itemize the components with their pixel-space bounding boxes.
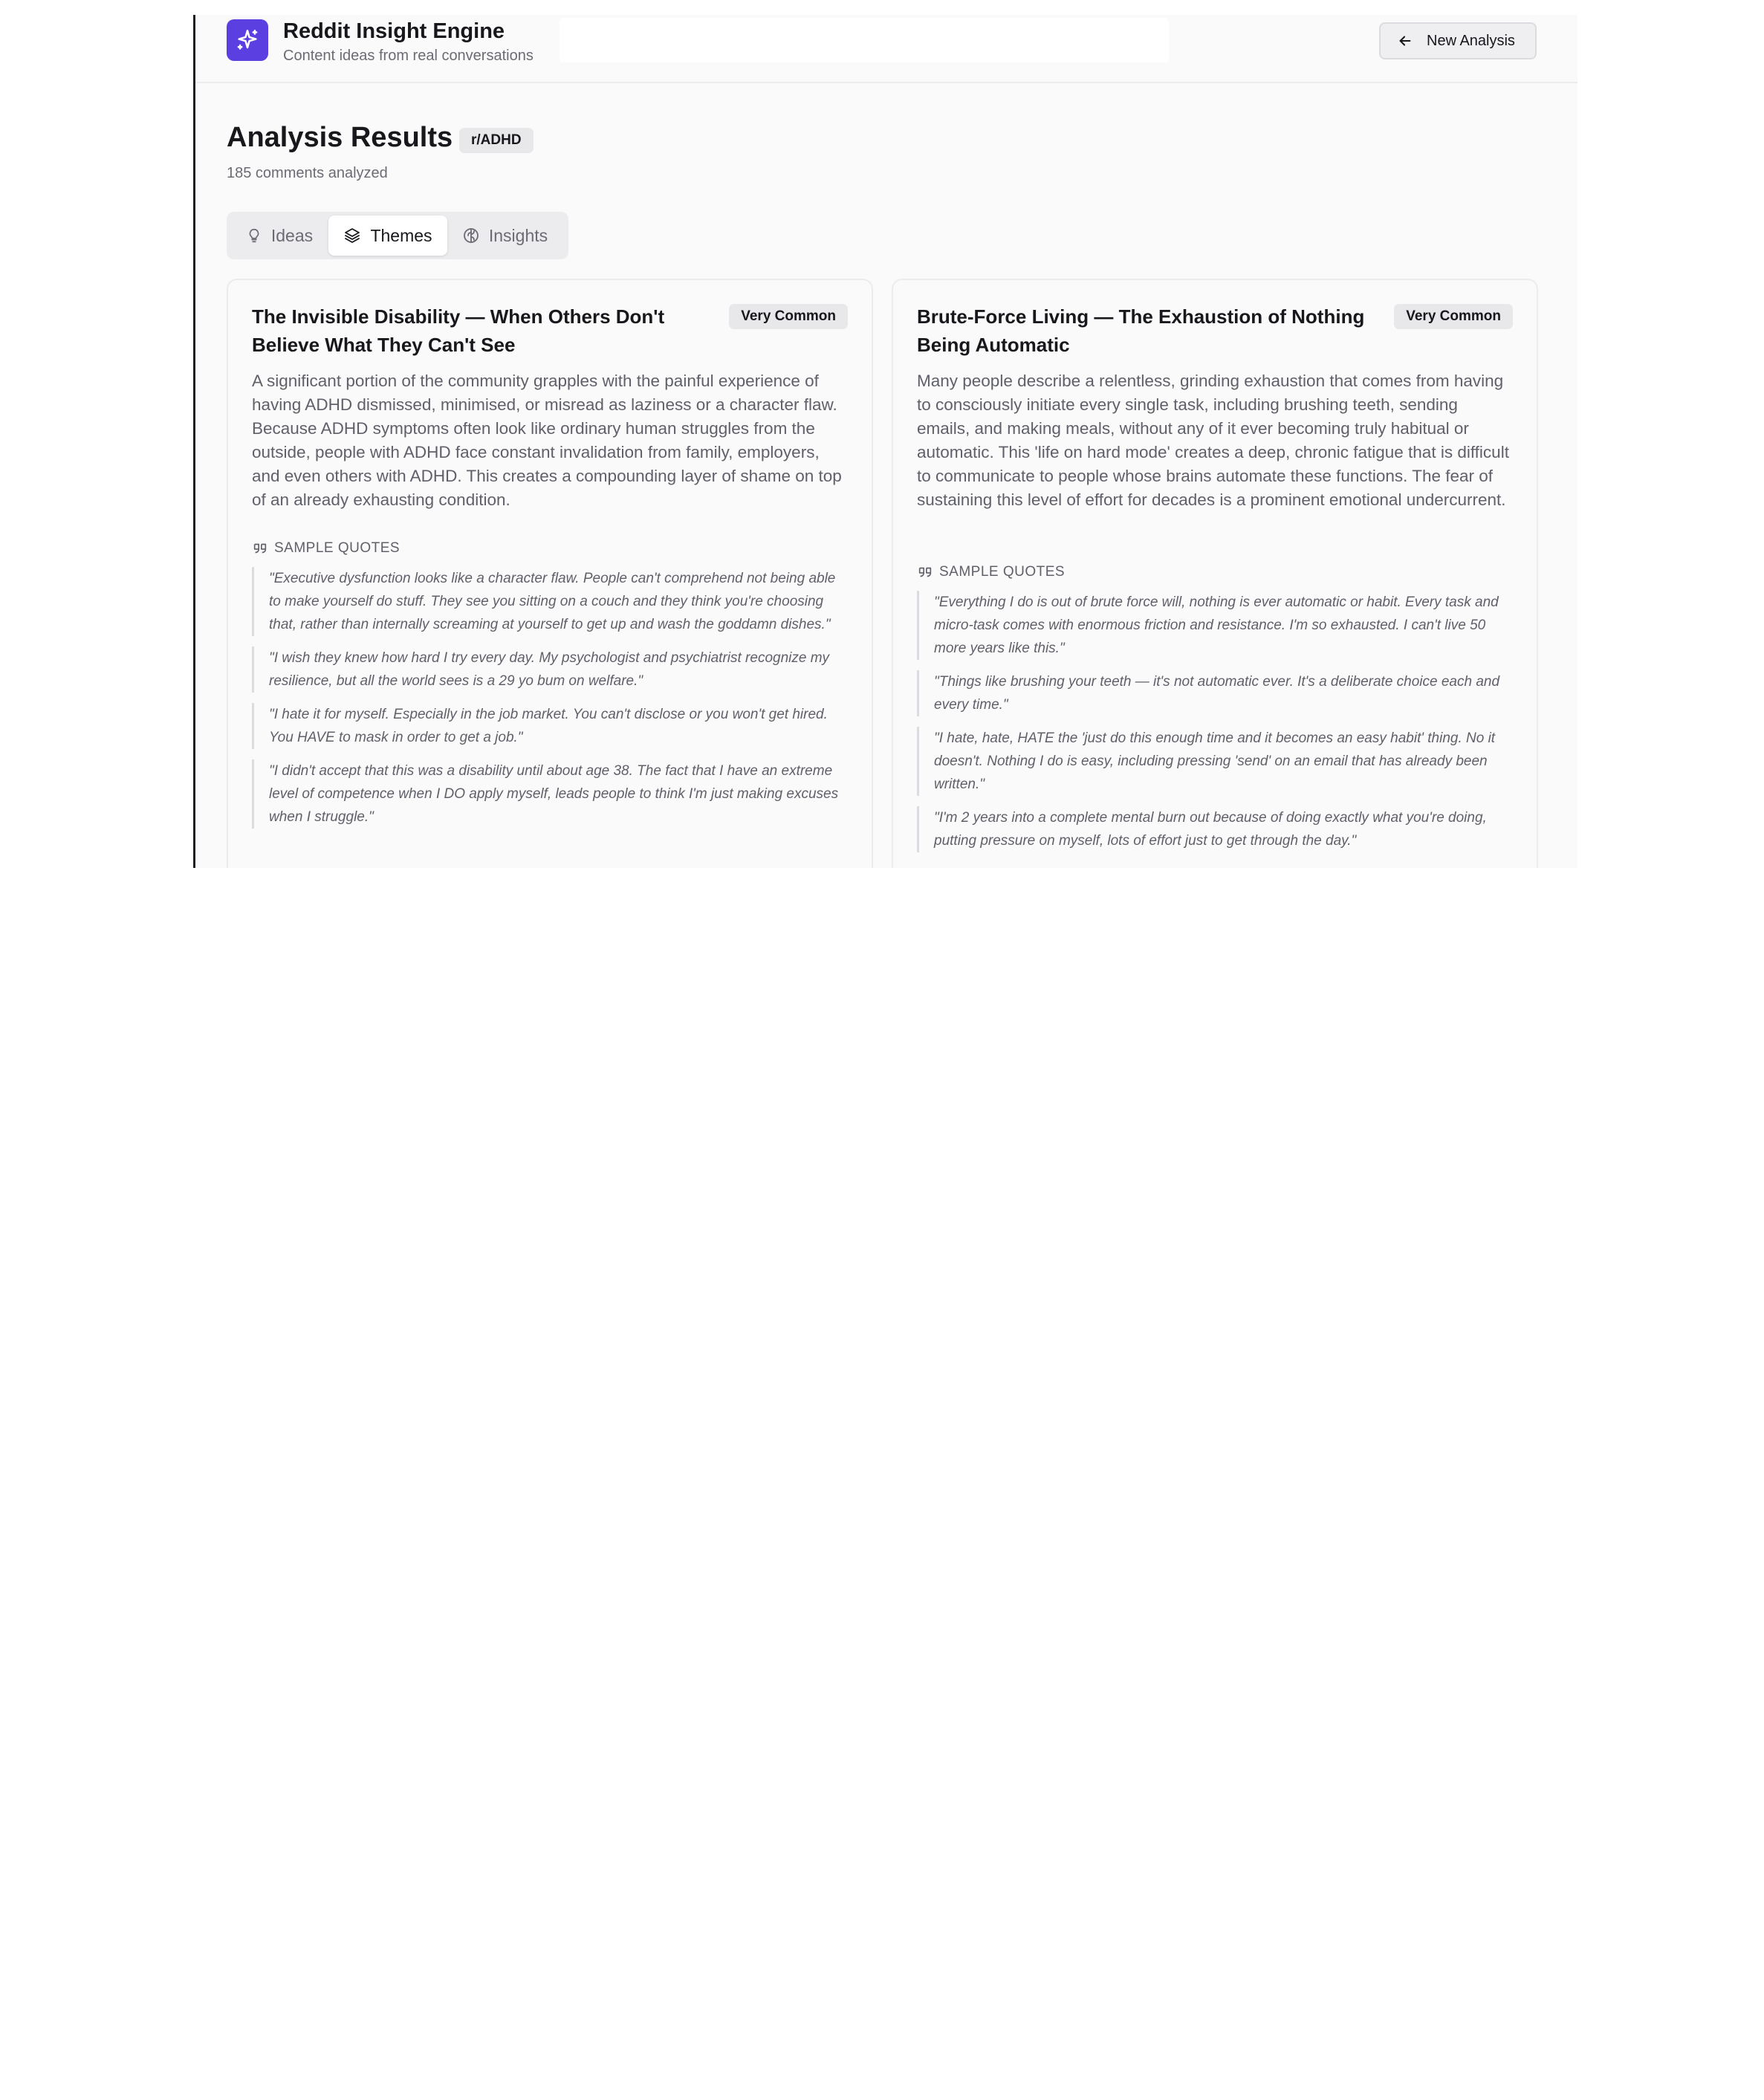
tab-ideas-label: Ideas bbox=[270, 225, 314, 245]
comments-count: 185 comments analyzed bbox=[227, 165, 388, 181]
sample-quotes-heading bbox=[917, 564, 1515, 580]
brain-icon bbox=[462, 227, 480, 244]
page-title: Analysis Results bbox=[227, 122, 453, 153]
quote-item: "I hate, hate, HATE the 'just do this enough time and it becomes an easy habit' thing. No it doesn't. Nothing I do is easy, including pressing 'send' on an email that has already been written." bbox=[917, 727, 1515, 796]
quote-item: "I wish they knew how hard I try every day. My psychologist and psychiatrist recognize my resilience, but all the world sees is a 29 yo bum on welfare." bbox=[252, 646, 850, 693]
tab-themes[interactable] bbox=[328, 215, 447, 256]
sample-quotes-label: SAMPLE QUOTES bbox=[939, 564, 1066, 580]
theme-title: Brute-Force Living — The Exhaustion of Nothing Being Automatic bbox=[917, 305, 1365, 356]
sample-quotes-label: SAMPLE QUOTES bbox=[274, 540, 401, 556]
app-title: Reddit Insight Engine bbox=[283, 19, 505, 43]
new-analysis-label: New Analysis bbox=[1427, 32, 1515, 49]
quote-item: "I hate it for myself. Especially in the job market. You can't disclose or you won't get hired. You HAVE to mask in order to get a job." bbox=[252, 703, 850, 749]
theme-card bbox=[892, 279, 1538, 868]
new-analysis-button[interactable] bbox=[1379, 22, 1537, 59]
quote-item: "Executive dysfunction looks like a character flaw. People can't comprehend not being able to make yourself do stuff. They see you sitting on a couch and they think you're choosing that, rather than internally screaming at yourself to get up and wash the goddamn dishes." bbox=[252, 567, 850, 636]
theme-description: A significant portion of the community grapples with the painful experience of having ADHD dismissed, minimised, or misread as laziness or a character flaw. Because ADHD symptoms often look like ordinary human struggles from the outside, people with ADHD face constant invalidation from family, employers, and even others with ADHD. This creates a compounding layer of shame on top of an already exhausting condition. bbox=[252, 372, 842, 509]
theme-description: Many people describe a relentless, grinding exhaustion that comes from having to consciously initiate every single task, including brushing teeth, sending emails, and making meals, without any of it ever becoming truly habitual or automatic. This 'life on hard mode' creates a deep, chronic fatigue that is difficult to communicate to people whose brains automate these functions. The fear of sustaining this level of effort for decades is a prominent emotional undercurrent. bbox=[917, 372, 1509, 509]
quote-icon bbox=[917, 564, 933, 580]
quote-item: "Everything I do is out of brute force will, nothing is ever automatic or habit. Every task and micro-task comes with enormous friction and resistance. I'm so exhausted. I can't live 50 more years like this." bbox=[917, 591, 1515, 660]
quote-item: "Things like brushing your teeth — it's not automatic ever. It's a deliberate choice each and every time." bbox=[917, 670, 1515, 716]
theme-title: The Invisible Disability — When Others Don't Believe What They Can't See bbox=[252, 305, 665, 356]
results-tabs bbox=[227, 212, 568, 259]
subreddit-badge: r/ADHD bbox=[459, 128, 534, 153]
app-subtitle: Content ideas from real conversations bbox=[283, 48, 534, 64]
sample-quotes bbox=[917, 564, 1515, 852]
theme-card bbox=[227, 279, 873, 868]
tab-themes-label: Themes bbox=[370, 225, 432, 245]
frequency-badge: Very Common bbox=[1394, 304, 1513, 329]
sparkles-icon bbox=[227, 19, 268, 61]
tab-insights-label: Insights bbox=[488, 225, 548, 245]
header-blank-area bbox=[560, 18, 1169, 62]
app-header bbox=[195, 15, 1577, 83]
sample-quotes-heading bbox=[252, 540, 850, 557]
tab-ideas[interactable] bbox=[230, 215, 328, 256]
tab-insights[interactable] bbox=[447, 215, 562, 256]
frequency-badge: Very Common bbox=[729, 304, 848, 329]
app-window bbox=[193, 15, 1577, 868]
lightbulb-icon bbox=[246, 227, 262, 244]
sample-quotes bbox=[252, 540, 850, 829]
quote-item: "I didn't accept that this was a disability until about age 38. The fact that I have an extreme level of competence when I DO apply myself, leads people to think I'm just making excuses when I struggle." bbox=[252, 759, 850, 829]
arrow-left-icon bbox=[1397, 33, 1413, 49]
quote-icon bbox=[252, 540, 268, 557]
quote-item: "I'm 2 years into a complete mental burn out because of doing exactly what you're doing, putting pressure on myself, lots of effort just to get through the day." bbox=[917, 806, 1515, 852]
layers-icon bbox=[343, 227, 361, 244]
